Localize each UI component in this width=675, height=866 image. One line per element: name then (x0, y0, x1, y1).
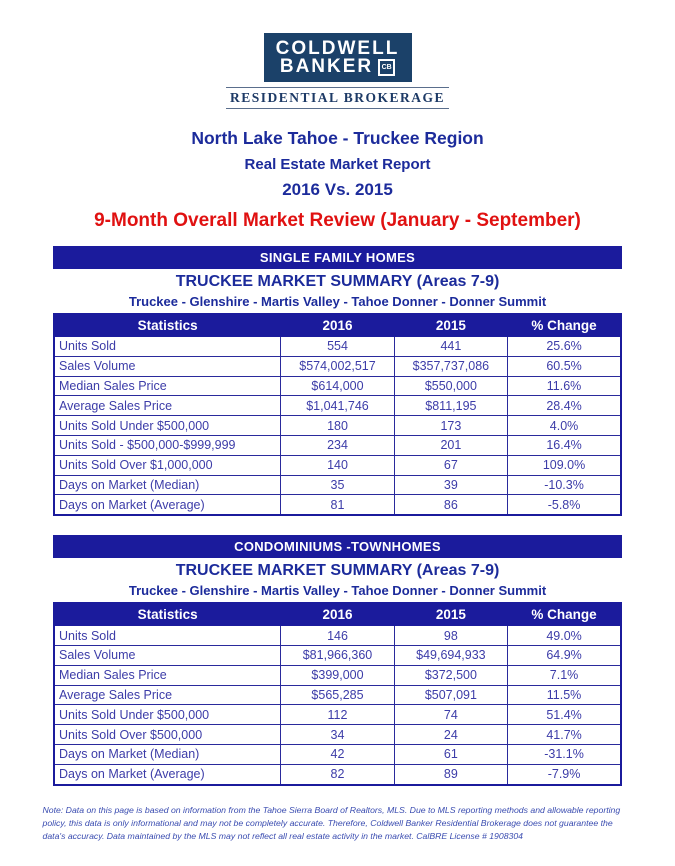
stat-value: 16.4% (508, 435, 621, 455)
stat-label: Average Sales Price (54, 396, 281, 416)
col-header-pct-change: % Change (508, 603, 621, 626)
stat-value: 112 (281, 705, 394, 725)
stat-value: -31.1% (508, 744, 621, 764)
stat-value: 7.1% (508, 665, 621, 685)
stat-value: 89 (394, 764, 507, 784)
stat-value: 42 (281, 744, 394, 764)
col-header-2015: 2015 (394, 603, 507, 626)
stat-value: $372,500 (394, 665, 507, 685)
stat-value: 81 (281, 495, 394, 515)
col-header-2016: 2016 (281, 603, 394, 626)
table-row (54, 495, 621, 515)
coldwell-banker-logo (264, 33, 412, 82)
stat-label: Units Sold - $500,000-$999,999 (54, 435, 281, 455)
stat-value: 11.6% (508, 376, 621, 396)
stat-value: $565,285 (281, 685, 394, 705)
logo-brand-line1: COLDWELL (275, 38, 400, 59)
disclaimer-footnote: Note: Data on this page is based on information from the Tahoe Sierra Board of Realtors, MLS. Due to MLS reporting methods and allowable reporting policy, this data is only informational and may not be completely accurate. Therefore, Coldwell Banker Residential Brokerage does not guarantee the data's accuracy. Data maintained by the MLS may not reflect all real estate activity in the market. CalBRE License # 1908304 (42, 804, 621, 841)
table-row (54, 645, 621, 665)
stat-value: $1,041,746 (281, 396, 394, 416)
section-condominiums-townhomes (53, 535, 622, 785)
stat-value: $550,000 (394, 376, 507, 396)
col-header-statistics: Statistics (54, 314, 281, 337)
market-review-title: 9-Month Overall Market Review (January - September) (94, 210, 581, 231)
stat-label: Units Sold Over $500,000 (54, 725, 281, 745)
table-header-row (54, 314, 621, 337)
logo-lockup (0, 0, 675, 109)
stat-label: Median Sales Price (54, 665, 281, 685)
stat-label: Units Sold (54, 337, 281, 357)
stat-value: -10.3% (508, 475, 621, 495)
table-row (54, 337, 621, 357)
stat-value: 74 (394, 705, 507, 725)
stat-label: Days on Market (Average) (54, 495, 281, 515)
stat-label: Sales Volume (54, 356, 281, 376)
stat-value: 24 (394, 725, 507, 745)
areas-subtitle: Truckee - Glenshire - Martis Valley - Tahoe Donner - Donner Summit (128, 294, 547, 309)
table-row (54, 725, 621, 745)
stat-value: 82 (281, 764, 394, 784)
stat-value: 234 (281, 435, 394, 455)
market-summary-title: TRUCKEE MARKET SUMMARY (Areas 7-9) (175, 562, 500, 580)
cb-seal-icon: CB (378, 59, 395, 76)
stat-value: $811,195 (394, 396, 507, 416)
stat-value: 60.5% (508, 356, 621, 376)
stat-value: 201 (394, 435, 507, 455)
stat-value: 98 (394, 626, 507, 646)
year-comparison-title: 2016 Vs. 2015 (282, 180, 393, 199)
stat-value: -5.8% (508, 495, 621, 515)
stat-value: $81,966,360 (281, 645, 394, 665)
condo-townhome-table (53, 602, 622, 785)
table-row (54, 685, 621, 705)
stat-value: 39 (394, 475, 507, 495)
table-row (54, 665, 621, 685)
table-row (54, 764, 621, 784)
stat-value: 35 (281, 475, 394, 495)
section-single-family-homes (53, 246, 622, 516)
stat-value: 41.7% (508, 725, 621, 745)
stat-value: 140 (281, 455, 394, 475)
stat-label: Units Sold Over $1,000,000 (54, 455, 281, 475)
table-row (54, 416, 621, 436)
stat-value: 11.5% (508, 685, 621, 705)
stat-value: 28.4% (508, 396, 621, 416)
stat-value: 173 (394, 416, 507, 436)
table-row (54, 435, 621, 455)
stat-value: 441 (394, 337, 507, 357)
stat-value: 34 (281, 725, 394, 745)
stat-value: $49,694,933 (394, 645, 507, 665)
stat-value: 67 (394, 455, 507, 475)
stat-value: 146 (281, 626, 394, 646)
stat-value: -7.9% (508, 764, 621, 784)
col-header-2016: 2016 (281, 314, 394, 337)
report-subtitle: Real Estate Market Report (244, 156, 431, 173)
stat-value: 109.0% (508, 455, 621, 475)
logo-brand-line2: BANKER (279, 56, 374, 77)
report-titles (0, 128, 675, 232)
stat-label: Units Sold (54, 626, 281, 646)
residential-brokerage-wordmark: RESIDENTIAL BROKERAGE (226, 87, 449, 109)
stat-value: 49.0% (508, 626, 621, 646)
stat-value: 61 (394, 744, 507, 764)
table-row (54, 455, 621, 475)
table-row (54, 626, 621, 646)
stat-label: Median Sales Price (54, 376, 281, 396)
areas-subtitle: Truckee - Glenshire - Martis Valley - Tahoe Donner - Donner Summit (128, 583, 547, 599)
stat-value: 86 (394, 495, 507, 515)
single-family-table (53, 313, 622, 516)
stat-value: 180 (281, 416, 394, 436)
stat-value: 4.0% (508, 416, 621, 436)
table-row (54, 376, 621, 396)
stat-value: 64.9% (508, 645, 621, 665)
stat-value: $399,000 (281, 665, 394, 685)
section-bar: SINGLE FAMILY HOMES (53, 246, 622, 269)
stat-value: 51.4% (508, 705, 621, 725)
stat-label: Days on Market (Median) (54, 744, 281, 764)
table-row (54, 744, 621, 764)
stat-value: $507,091 (394, 685, 507, 705)
table-row (54, 396, 621, 416)
stat-label: Sales Volume (54, 645, 281, 665)
table-header-row (54, 603, 621, 626)
table-row (54, 705, 621, 725)
col-header-statistics: Statistics (54, 603, 281, 626)
table-row (54, 356, 621, 376)
col-header-2015: 2015 (394, 314, 507, 337)
stat-label: Days on Market (Median) (54, 475, 281, 495)
stat-value: $357,737,086 (394, 356, 507, 376)
market-summary-title: TRUCKEE MARKET SUMMARY (Areas 7-9) (175, 273, 500, 290)
col-header-pct-change: % Change (508, 314, 621, 337)
stat-value: $574,002,517 (281, 356, 394, 376)
stat-label: Average Sales Price (54, 685, 281, 705)
stat-value: 554 (281, 337, 394, 357)
stat-label: Units Sold Under $500,000 (54, 705, 281, 725)
stat-label: Units Sold Under $500,000 (54, 416, 281, 436)
stat-label: Days on Market (Average) (54, 764, 281, 784)
stat-value: 25.6% (508, 337, 621, 357)
table-row (54, 475, 621, 495)
stat-value: $614,000 (281, 376, 394, 396)
region-title: North Lake Tahoe - Truckee Region (191, 128, 484, 148)
section-bar: CONDOMINIUMS -TOWNHOMES (53, 535, 622, 558)
